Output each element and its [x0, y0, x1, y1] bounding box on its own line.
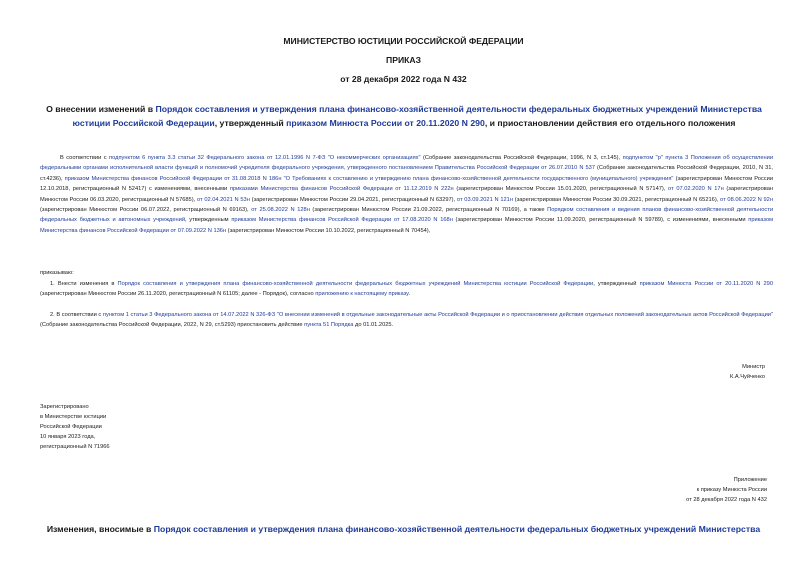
preamble-link[interactable]: подпунктом 6 пункта 3.3 статьи 32 Федерального закона от 12.01.1996 N 7-ФЗ "О некоммерческих организациях" [109, 155, 421, 161]
item1-link[interactable]: приказом Минюста России от 20.11.2020 N 290 [639, 281, 773, 287]
appendix-line: Приложение [733, 477, 767, 483]
preamble-link[interactable]: приказами Министерства финансов Российской Федерации от 11.12.2019 N 222н [229, 186, 454, 193]
preamble-link[interactable]: приказом Министерства финансов Российской Федерации от 17.08.2020 N 168н [231, 217, 453, 224]
item2-link[interactable]: пункта 51 Порядка [304, 322, 354, 329]
title-link-procedure[interactable]: Порядок составления и утверждения плана финансово-хозяйственной деятельности федеральных бюджетных учреждений Министерства юстиции Российской Федерации [72, 104, 762, 128]
item1-text: (зарегистрирован Минюстом России 26.11.2020, регистрационный N 61105; далее - Порядок), согласно [40, 291, 316, 298]
item1-text: . [408, 291, 411, 298]
signature-position: Министр [742, 364, 765, 370]
preamble-link[interactable]: от 02.04.2021 N 53н [196, 196, 250, 203]
preamble-text: (зарегистрирован Минюстом России 30.09.2021, регистрационный N 65216), [513, 196, 721, 203]
order-item-2 [40, 310, 773, 331]
item1-text: 1. Внести изменения в [50, 281, 118, 287]
preamble-link[interactable]: от 07.02.2020 N 17н [668, 186, 724, 193]
item1-link[interactable]: приложению к настоящему приказу [315, 291, 409, 298]
item1-link[interactable]: Порядок составления и утверждения плана финансово-хозяйственной деятельности федеральных бюджетных учреждений Министерства юстиции Российской Федерации [117, 281, 594, 287]
item1-text: , утвержденный [593, 281, 640, 287]
order-item-1 [40, 279, 773, 300]
preamble-link[interactable]: приказом Министерства финансов Российской Федерации от 31.08.2018 N 186н "О Требованиях к составлению и утверждению плана финансово-хозяйственной деятельности государственного (муниципального) учреждения" [64, 175, 674, 182]
preamble-text: (зарегистрирован Минюстом России 15.01.2020, регистрационный N 57147), [453, 186, 669, 193]
item2-text: (Собрание законодательства Российской Федерации, 2022, N 29, ст.5293) приостановить действие [40, 322, 305, 329]
preamble-link[interactable]: подпунктом "р" пункта 3 Положения об осуществлении федеральными органами исполнительной власти функций и полномочий учредителя федерального учреждения, утвержденного постановлением Правительства Российской Федерации от 26.07.2010 N 537 [40, 155, 773, 172]
preamble-link[interactable]: от 25.08.2022 N 128н [251, 207, 310, 214]
title-link-order[interactable]: приказом Минюста России от 20.11.2020 N 290 [286, 118, 485, 128]
registration-line: Российской Федерации [40, 424, 102, 430]
preamble-text: (Собрание законодательства Российской Федерации, 2010, N 31, ст.4236), [40, 165, 773, 182]
appendix-block [686, 475, 767, 505]
preamble-text: (Собрание законодательства Российской Федерации, 1996, N 3, ст.145), [420, 155, 623, 161]
changes-title [0, 524, 807, 534]
registration-line: регистрационный N 71966 [40, 444, 110, 450]
preamble-link[interactable]: от 03.09.2021 N 121н [456, 196, 513, 203]
preamble-text: В соответствии с [60, 155, 110, 161]
item2-text: 2. В соответствии с [50, 312, 103, 318]
preamble-text: (зарегистрирован Минюстом России 11.09.2020, регистрационный N 59789), с изменениями, внесенными [452, 217, 749, 224]
preamble-text: (зарегистрирован Минюстом России 06.03.2020, регистрационный N 57685), [40, 186, 773, 203]
ministry-header: МИНИСТЕРСТВО ЮСТИЦИИ РОССИЙСКОЙ ФЕДЕРАЦИИ [283, 36, 524, 46]
appendix-line: от 28 декабря 2022 года N 432 [686, 497, 767, 503]
preamble-text: (зарегистрирован Минюстом России 10.10.2022, регистрационный N 70454), [226, 227, 431, 234]
preamble-link[interactable]: Порядком составления и ведения планов финансово-хозяйственной деятельности федеральных бюджетных и автономных учреждений [40, 207, 774, 224]
signature-block [730, 362, 765, 382]
appendix-line: к приказу Минюста России [696, 487, 767, 493]
title-text-2: , утвержденный [214, 118, 287, 128]
changes-title-link[interactable]: Порядок составления и утверждения плана финансово-хозяйственной деятельности федеральных бюджетных учреждений Министерства [153, 524, 761, 534]
registration-line: в Министерстве юстиции [40, 414, 107, 420]
preamble-paragraph [40, 153, 773, 236]
item2-text: до 01.01.2025. [353, 322, 394, 329]
preamble-link[interactable]: приказом Министерства финансов Российской Федерации от 07.09.2022 N 136н [40, 217, 774, 234]
document-title [28, 102, 780, 130]
preamble-text: (зарегистрирован Минюстом России 21.09.2022, регистрационный N 70169), а также [309, 207, 548, 214]
changes-title-text: Изменения, вносимые в [46, 524, 154, 534]
doc-type: ПРИКАЗ [386, 55, 421, 65]
registration-line: 10 января 2023 года, [40, 434, 96, 440]
title-text-3: , и приостановлении действия его отдельного положения [484, 118, 736, 128]
registration-line: Зарегистрировано [40, 404, 89, 410]
preamble-text: (зарегистрирован Минюстом России 29.04.2021, регистрационный N 63297), [249, 196, 457, 203]
preamble-text: (зарегистрирован Минюстом России 12.10.2018, регистрационный N 52417) с изменениями, внесенными [40, 175, 773, 193]
doc-date-number: от 28 декабря 2022 года N 432 [340, 74, 467, 84]
preamble-link[interactable]: от 08.06.2022 N 92н [720, 196, 773, 203]
item2-link[interactable]: пунктом 1 статьи 3 Федерального закона от 14.07.2022 N 326-ФЗ "О внесении изменений в отдельные законодательные акты Российской Федерации и о приостановлении действия отдельных положений законодательных актов Российской Федерации" [102, 312, 773, 318]
registration-block [40, 402, 110, 452]
preamble-text: (зарегистрирован Минюстом России 06.07.2022, регистрационный N 69163), [40, 207, 252, 214]
title-text-1: О внесении изменений в [46, 104, 156, 114]
preamble-text: , утвержденным [185, 217, 232, 224]
signature-name: К.А.Чуйченко [729, 374, 765, 380]
order-word: приказываю: [40, 270, 74, 276]
